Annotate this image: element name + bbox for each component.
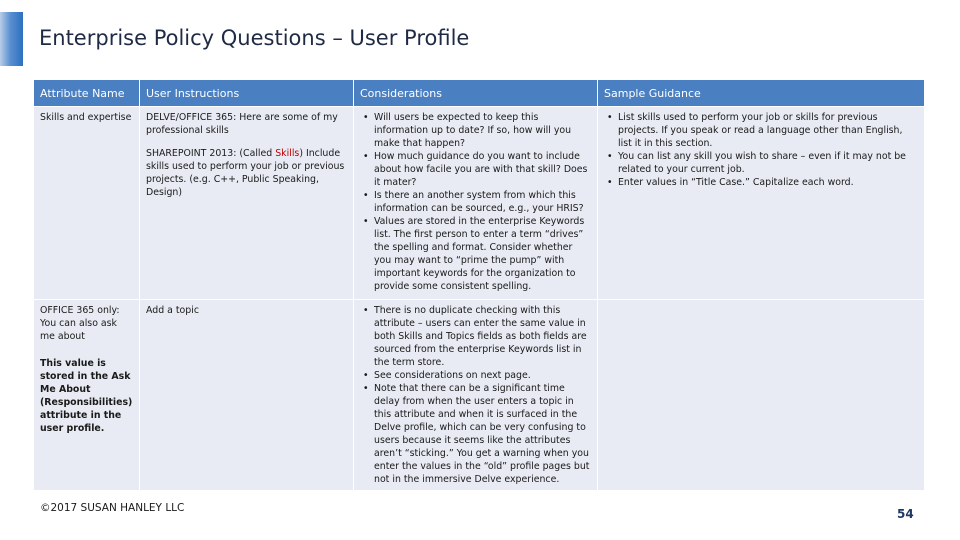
instructions-cell [140, 107, 353, 299]
instruction-text: DELVE/OFFICE 365: Here are some of my professional skills [146, 112, 338, 136]
considerations-cell [354, 300, 597, 490]
header-user-instructions: User Instructions [140, 80, 353, 106]
considerations-cell [354, 107, 597, 299]
attribute-name: Skills and expertise [40, 112, 132, 123]
instruction-fragment: SHAREPOINT 2013: (Called [146, 148, 276, 159]
attribute-cell [34, 300, 139, 490]
title-accent-bar [0, 12, 23, 66]
attribute-name: OFFICE 365 only: You can also ask me about [40, 305, 120, 342]
header-attribute-name: Attribute Name [34, 80, 139, 106]
instruction-fragment: ) Include skills used to perform your job or previous projects. (e.g. C++, Public Speaking, Design) [146, 148, 345, 198]
list-item: • You can list any skill you wish to share – even if it may not be related to your current job. [618, 150, 919, 176]
list-item: • Enter values in “Title Case.” Capitalize each word. [618, 176, 919, 189]
instructions-cell [140, 300, 353, 490]
list-item: • List skills used to perform your job or skills for previous projects. If you speak or read a language other than English, list it in this section. [618, 111, 919, 150]
highlighted-term: Skills [275, 148, 300, 159]
header-considerations: Considerations [354, 80, 597, 106]
list-item: • Values are stored in the enterprise Keywords list. The first person to enter a term “drives” the spelling and format. Consider whether you may want to “prime the pump” with important keywords for the organization to provide some consistent spelling. [374, 215, 592, 293]
table-row [34, 107, 924, 299]
list-item: • There is no duplicate checking with this attribute – users can enter the same value in both Skills and Topics fields as both fields are sourced from the enterprise Keywords list in the term store. [374, 304, 592, 369]
attribute-cell [34, 107, 139, 299]
attribute-note: This value is stored in the Ask Me About (Responsibilities) attribute in the user profile. [40, 358, 133, 434]
list-item: • Will users be expected to keep this information up to date? If so, how will you make that happen? [374, 111, 592, 150]
copyright-footer: ©2017 SUSAN HANLEY LLC [40, 502, 185, 514]
list-item: • How much guidance do you want to include about how facile you are with that skill? Does it mater? [374, 150, 592, 189]
list-item: • Is there an another system from which this information can be sourced, e.g., your HRIS? [374, 189, 592, 215]
guidance-cell [598, 107, 924, 299]
table-header-row [34, 80, 924, 106]
list-item: • Note that there can be a significant time delay from when the user enters a topic in this attribute and when it is surfaced in the Delve profile, which can be very confusing to users because it seems like the attributes aren’t “sticking.” You get a warning when you enter the values in the “old” profile pages but not in the immersive Delve experience. [374, 382, 592, 486]
table-row [34, 300, 924, 490]
policy-table [33, 79, 925, 491]
guidance-cell [598, 300, 924, 490]
page-number: 54 [897, 507, 914, 521]
slide-title: Enterprise Policy Questions – User Profile [39, 26, 470, 50]
list-item: • See considerations on next page. [374, 369, 592, 382]
instruction-text [146, 147, 348, 199]
considerations-list [360, 304, 592, 486]
instruction-text: Add a topic [146, 305, 199, 316]
guidance-list [604, 111, 919, 189]
considerations-list [360, 111, 592, 293]
header-sample-guidance: Sample Guidance [598, 80, 924, 106]
